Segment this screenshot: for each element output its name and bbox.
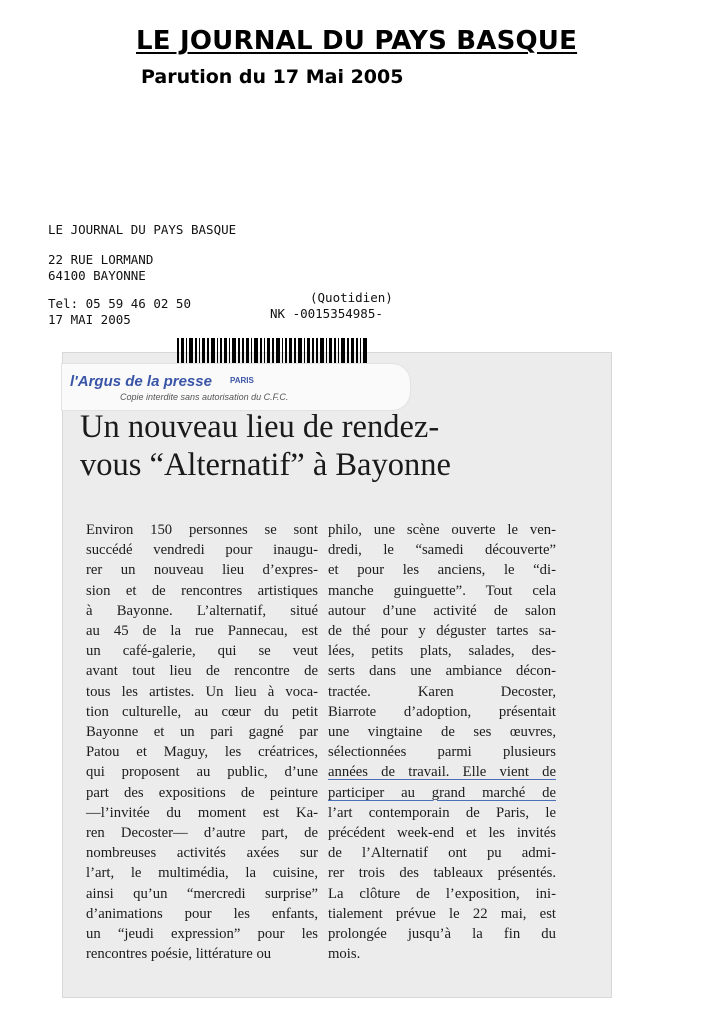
text-line: précédent week-end et les invités [328,825,556,842]
text-line: mois. [328,946,361,963]
bleed-text [490,352,493,363]
argus-city: PARIS [230,376,254,385]
text-line: sélectionnées parmi plusieurs [328,744,556,761]
headline-line: vous “Alternatif” à Bayonne [80,447,451,483]
text-line: lées, petits plats, salades, des- [328,643,556,660]
argus-stamp [62,364,410,410]
label-street: 22 RUE LORMAND [48,252,154,267]
barcode [177,338,385,364]
text-line: participer au grand marché de [328,784,556,801]
text-line: ainsi qu’un “mercredi surprise” [86,885,318,902]
argus-copyright-notice: Copie interdite sans autorisation du C.F.C. [120,392,289,402]
label-frequency: (Quotidien) [310,290,393,305]
label-reference: NK -0015354985- [270,306,383,321]
text-line: serts dans une ambiance décon- [328,663,556,680]
publication-date: Parution du 17 Mai 2005 [141,66,404,88]
text-line: philo, une scène ouverte le ven- [328,522,556,538]
text-line: années de travail. Elle vient de [328,764,556,781]
label-city: 64100 BAYONNE [48,268,146,283]
text-line: qui proposent au public, d’une [86,764,318,781]
text-line: tion culturelle, au cœur du petit [86,703,318,720]
text-line: succédé vendredi pour inaugu- [86,542,318,559]
document-title: LE JOURNAL DU PAYS BASQUE [136,26,578,56]
text-line: tractée. Karen Decoster, [328,683,556,700]
text-line: tous les artistes. Un lieu à voca- [86,683,318,700]
text-line: rer un nouveau lieu d’expres- [86,562,318,579]
text-line: dredi, le “samedi découverte” [328,542,556,559]
text-line: avant tout lieu de rencontre de [86,663,318,680]
label-telephone: Tel: 05 59 46 02 50 [48,296,191,311]
argus-logo: l'Argus de la presse [70,373,212,390]
text-line: prolongée jusqu’à la fin du [328,926,556,943]
label-date: 17 MAI 2005 [48,312,131,327]
article-column-left [86,520,318,964]
headline-line: Un nouveau lieu de rendez- [80,409,440,445]
article-headline [80,408,600,484]
text-line: l’art contemporain de Paris, le [328,804,556,821]
text-line: l’art, le multimédia, la cuisine, [86,865,318,882]
text-line: de thé pour y déguster tartes sa- [328,623,556,640]
text-line: une vingtaine de ses œuvres, [328,724,556,741]
text-line: Environ 150 personnes se sont [86,522,318,538]
text-line: et pour les anciens, le “di- [328,562,556,579]
text-line: au 45 de la rue Pannecau, est [86,623,318,640]
label-newspaper-name: LE JOURNAL DU PAYS BASQUE [48,222,237,237]
text-line: rer trois des tableaux présentés. [328,865,556,882]
text-line: part des expositions de peinture [86,784,318,801]
text-line: un café-galerie, qui se veut [86,643,318,660]
text-line: ren Decoster— d’autre part, de [86,825,318,842]
text-line: rencontres poésie, littérature ou [86,946,272,963]
text-line: Patou et Maguy, les créatrices, [86,744,318,761]
text-line: Bayonne et un pari gagné par [86,724,318,741]
text-line: sion et de rencontres artistiques [86,582,318,599]
text-line: à Bayonne. L’alternatif, situé [86,602,318,619]
text-line: Biarrote d’adoption, présentait [328,703,556,720]
article-column-right [328,520,556,964]
text-line: —l’invitée du moment est Ka- [86,804,318,821]
text-line: autour d’une activité de salon [328,602,556,619]
text-line: manche guinguette”. Tout cela [328,582,556,599]
text-line: de l’Alternatif ont pu admi- [328,845,556,862]
text-line: tialement prévue le 22 mai, est [328,905,556,922]
text-line: un “jeudi expression” pour les [86,926,318,943]
text-line: La clôture de l’exposition, ini- [328,885,556,902]
text-line: nombreuses activités axées sur [86,845,318,862]
text-line: d’animations pour les enfants, [86,905,318,922]
